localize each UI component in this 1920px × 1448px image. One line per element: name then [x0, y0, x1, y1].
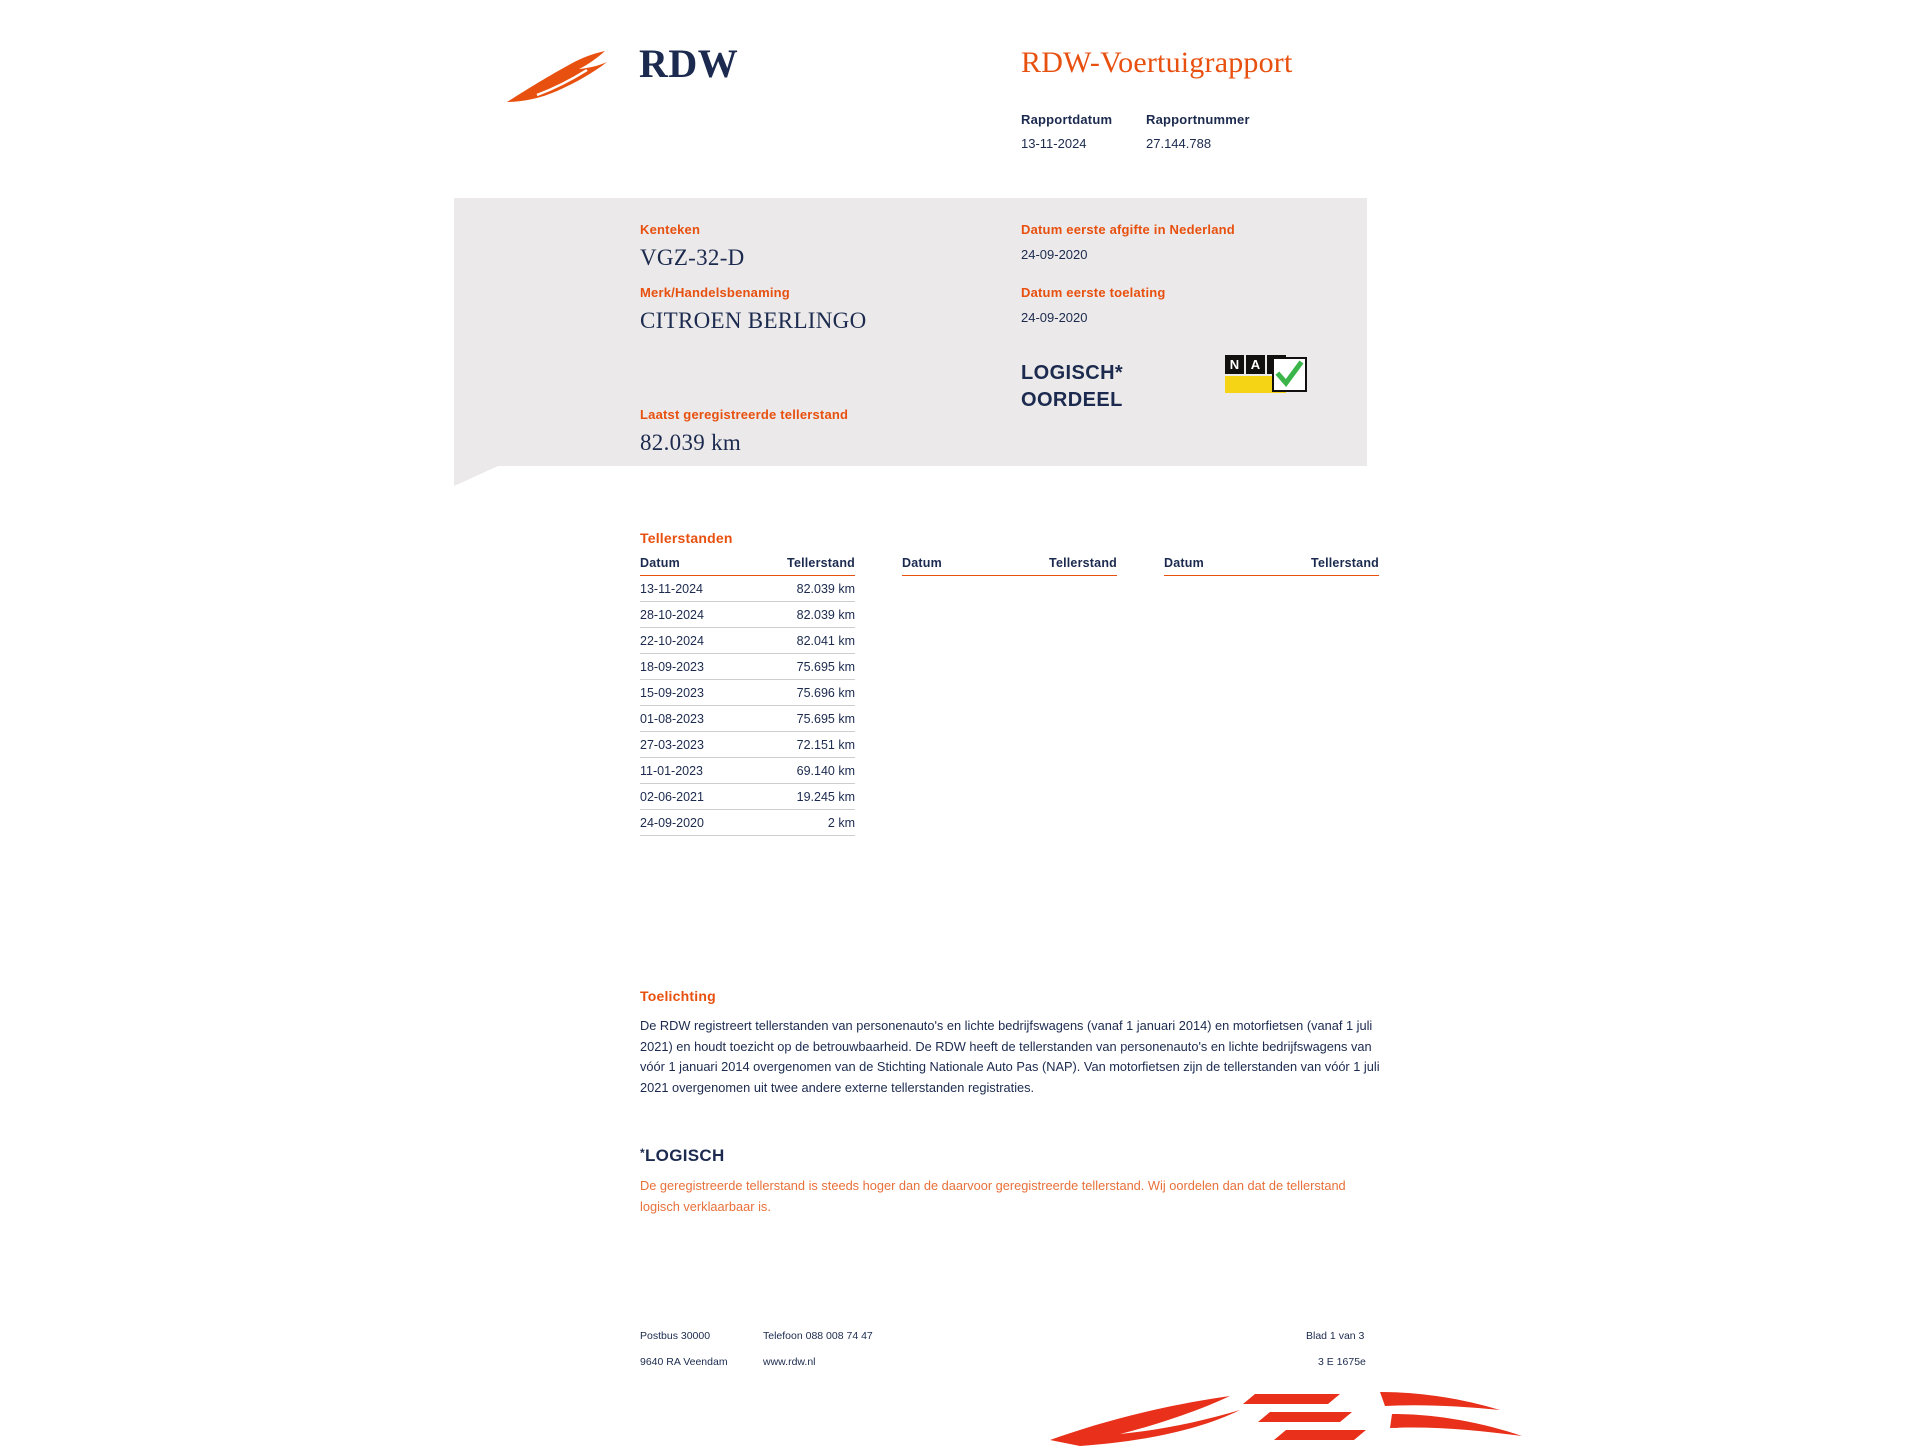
vehicle-summary-panel	[454, 198, 1367, 466]
table-row	[640, 602, 855, 628]
footer-postbus: Postbus 30000	[640, 1330, 711, 1342]
table-row	[640, 732, 855, 758]
table-row	[640, 758, 855, 784]
last-odometer-value: 82.039 km	[640, 430, 742, 455]
column-header-value: Tellerstand	[1049, 556, 1117, 570]
row-value: 69.140 km	[796, 763, 855, 778]
logisch-star: *	[640, 1146, 645, 1160]
table-header-row	[902, 556, 1117, 576]
table-row	[640, 628, 855, 654]
row-date: 27-03-2023	[640, 737, 704, 752]
row-date: 02-06-2021	[640, 789, 704, 804]
nap-check-badge-icon	[1272, 357, 1307, 392]
logisch-heading	[640, 1146, 725, 1166]
row-value: 75.695 km	[796, 659, 855, 674]
column-header-value: Tellerstand	[1311, 556, 1379, 570]
row-value: 75.695 km	[796, 711, 855, 726]
kenteken-label: Kenteken	[640, 222, 701, 237]
row-date: 15-09-2023	[640, 685, 704, 700]
row-value: 82.041 km	[796, 633, 855, 648]
table-row	[640, 680, 855, 706]
report-number-label: Rapportnummer	[1146, 112, 1250, 127]
odometer-column-2	[902, 556, 1117, 576]
footer-city: 9640 RA Veendam	[640, 1356, 728, 1368]
footer-swoosh-graphic-icon	[1040, 1388, 1540, 1448]
row-date: 28-10-2024	[640, 607, 704, 622]
column-header-date: Datum	[640, 556, 680, 570]
table-row	[640, 784, 855, 810]
row-date: 18-09-2023	[640, 659, 704, 674]
footer-form-code: 3 E 1675e	[1318, 1356, 1366, 1368]
kenteken-value: VGZ-32-D	[640, 245, 745, 270]
row-value: 82.039 km	[796, 581, 855, 596]
logo-wordmark: RDW	[639, 41, 739, 86]
rdw-swoosh-logo-icon	[505, 48, 615, 108]
odometer-column-3	[1164, 556, 1379, 576]
explanation-body: De RDW registreert tellerstanden van personenauto's en lichte bedrijfswagens (vanaf 1 januari 2014) en motorfietsen (vanaf 1 juli 2021) en houdt toezicht op de betrouwbaarheid. De RDW heeft de tellerstanden van personenauto's en lichte bedrijfswagens van vóór 1 januari 2014 overgenomen van de Stichting Nationale Auto Pas (NAP). Van motorfietsen zijn de tellerstanden van vóór 1 juli 2021 overgenomen uit twee andere externe tellerstanden registraties.	[640, 1018, 1380, 1096]
table-row	[640, 810, 855, 836]
first-registration-nl-value: 24-09-2020	[1021, 247, 1088, 262]
row-value: 72.151 km	[796, 737, 855, 752]
table-row	[640, 706, 855, 732]
report-number-value: 27.144.788	[1146, 136, 1212, 151]
explanation-section-title: Toelichting	[640, 988, 716, 1004]
nap-letter: N	[1225, 355, 1244, 374]
report-date-value: 13-11-2024	[1021, 136, 1087, 151]
row-date: 22-10-2024	[640, 633, 704, 648]
row-date: 01-08-2023	[640, 711, 704, 726]
row-date: 11-01-2023	[640, 763, 704, 778]
table-row	[640, 654, 855, 680]
table-header-row	[1164, 556, 1379, 576]
merk-value: CITROEN BERLINGO	[640, 308, 867, 333]
page-title: RDW-Voertuigrapport	[1021, 46, 1293, 79]
footer-phone: Telefoon 088 008 74 47	[763, 1330, 873, 1342]
footer-website[interactable]: www.rdw.nl	[763, 1356, 816, 1368]
row-value: 2 km	[827, 815, 855, 830]
row-value: 19.245 km	[796, 789, 855, 804]
row-date: 24-09-2020	[640, 815, 704, 830]
column-header-date: Datum	[902, 556, 942, 570]
merk-label: Merk/Handelsbenaming	[640, 285, 790, 300]
first-admission-value: 24-09-2020	[1021, 310, 1088, 325]
row-date: 13-11-2024	[640, 581, 704, 596]
odometer-section-title: Tellerstanden	[640, 530, 733, 546]
table-row	[640, 576, 855, 602]
last-odometer-label: Laatst geregistreerde tellerstand	[640, 407, 849, 422]
logisch-heading-text: LOGISCH	[644, 1146, 725, 1165]
nap-letter: A	[1246, 355, 1265, 374]
table-header-row	[640, 556, 855, 576]
footer-page-number: Blad 1 van 3	[1306, 1330, 1365, 1342]
column-header-date: Datum	[1164, 556, 1204, 570]
first-admission-label: Datum eerste toelating	[1021, 285, 1166, 300]
column-header-value: Tellerstand	[787, 556, 855, 570]
row-value: 82.039 km	[796, 607, 855, 622]
verdict-value: LOGISCH* OORDEEL	[1021, 362, 1124, 411]
row-value: 75.696 km	[796, 685, 855, 700]
report-date-label: Rapportdatum	[1021, 112, 1113, 127]
first-registration-nl-label: Datum eerste afgifte in Nederland	[1021, 222, 1235, 237]
logisch-body: De geregistreerde tellerstand is steeds hoger dan de daarvoor geregistreerde tellerstand. Wij oordelen dan dat de tellerstand logisch verklaarbaar is.	[640, 1178, 1346, 1214]
odometer-column-1	[640, 556, 855, 836]
nap-logo	[1225, 355, 1320, 397]
